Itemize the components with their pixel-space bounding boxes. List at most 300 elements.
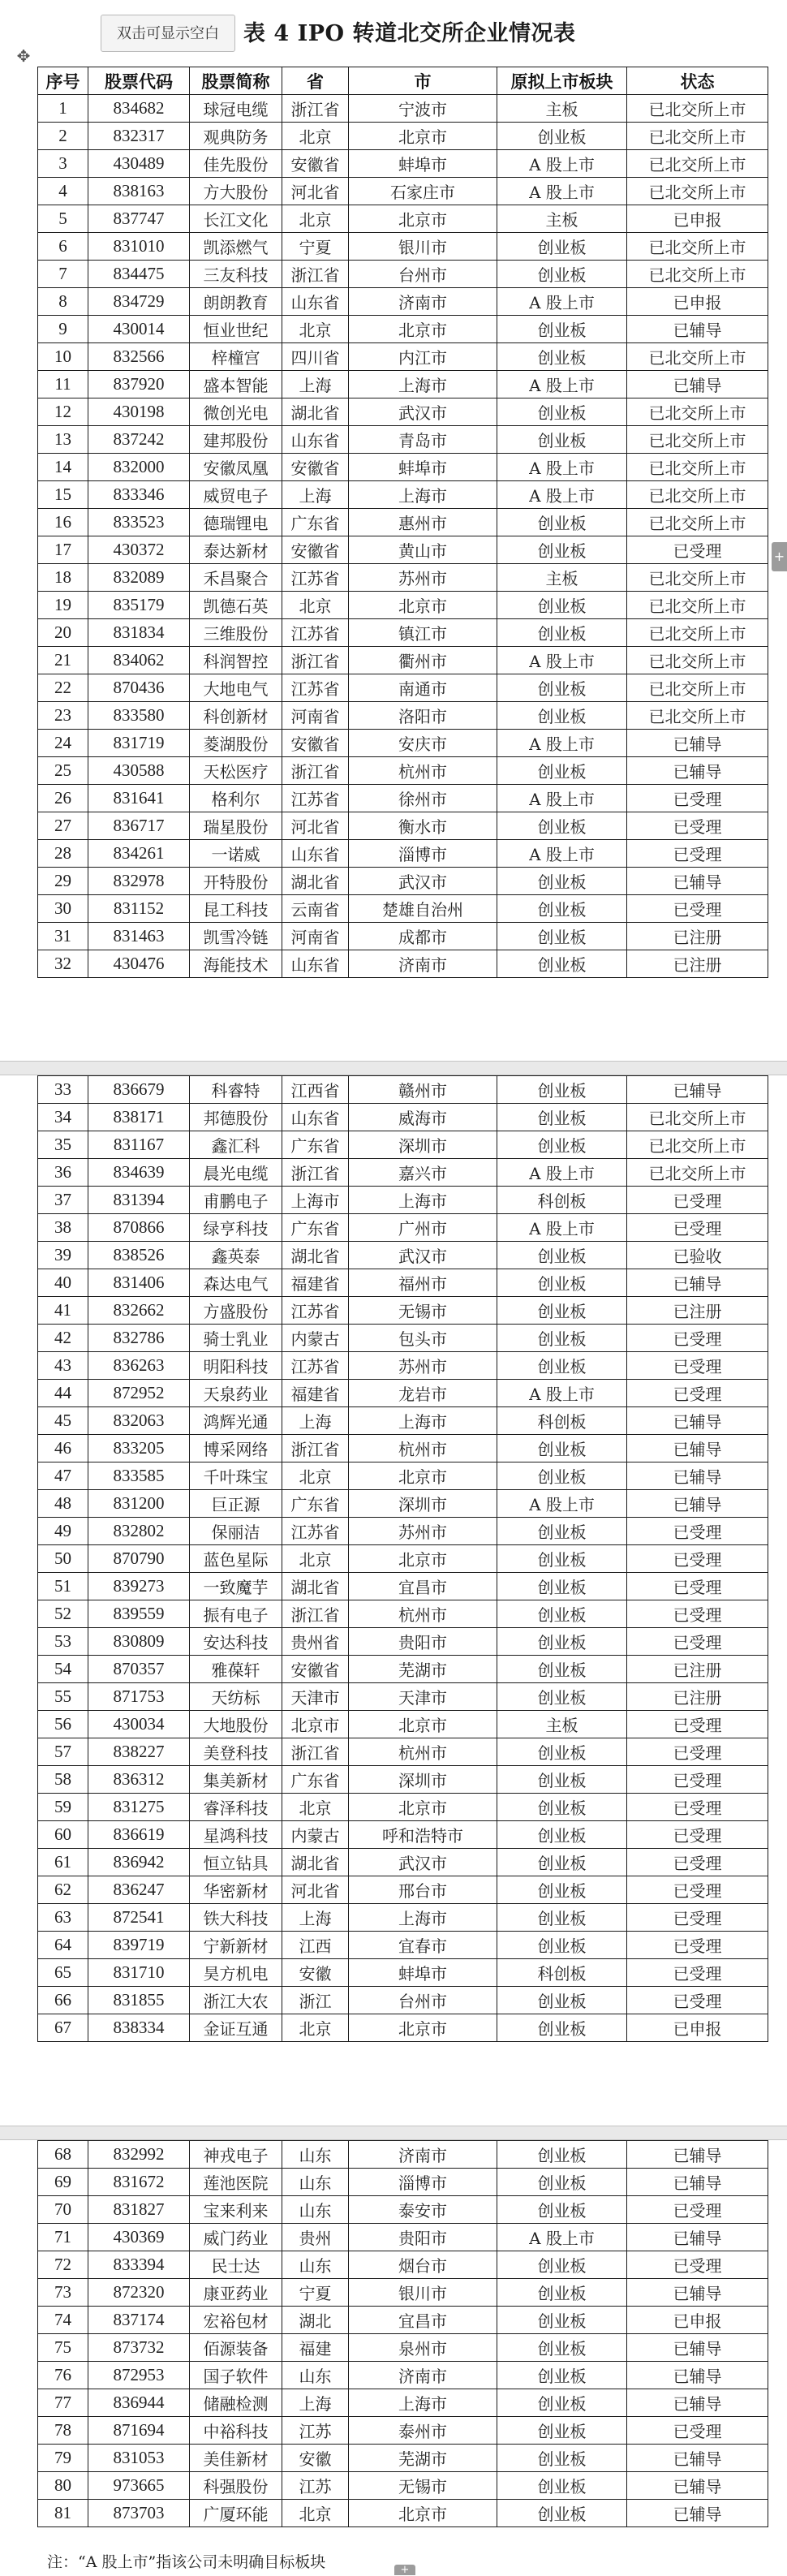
- cell-index: 4: [38, 178, 88, 205]
- cell-target-board: 创业板: [497, 1269, 627, 1297]
- table-row: [38, 1545, 768, 1573]
- cell-stock-name: 邦德股份: [190, 1104, 282, 1131]
- cell-index: 5: [38, 205, 88, 233]
- cell-index: 73: [38, 2279, 88, 2307]
- cell-index: 11: [38, 371, 88, 398]
- cell-stock-code: 870357: [88, 1656, 190, 1683]
- cell-index: 8: [38, 288, 88, 316]
- cell-index: 60: [38, 1821, 88, 1849]
- table-row: [38, 2445, 768, 2472]
- cell-province: 浙江省: [282, 1435, 349, 1462]
- cell-status: 已受理: [627, 1518, 768, 1545]
- cell-stock-name: 中裕科技: [190, 2417, 282, 2445]
- cell-index: 66: [38, 1987, 88, 2014]
- cell-province: 上海: [282, 2389, 349, 2417]
- cell-target-board: 创业板: [497, 1600, 627, 1628]
- cell-status: 已申报: [627, 2014, 768, 2042]
- table-row: [38, 1573, 768, 1600]
- table-row: [38, 840, 768, 868]
- cell-status: 已受理: [627, 1573, 768, 1600]
- cell-target-board: 创业板: [497, 757, 627, 785]
- cell-target-board: 创业板: [497, 1904, 627, 1932]
- cell-status: 已北交所上市: [627, 592, 768, 619]
- cell-stock-name: 一致魔芋: [190, 1573, 282, 1600]
- cell-target-board: 创业板: [497, 674, 627, 702]
- cell-province: 浙江省: [282, 1159, 349, 1187]
- cell-target-board: 创业板: [497, 343, 627, 371]
- cell-province: 上海: [282, 1407, 349, 1435]
- table-row: [38, 674, 768, 702]
- cell-province: 山东省: [282, 950, 349, 978]
- cell-stock-code: 430034: [88, 1711, 190, 1738]
- cell-status: 已北交所上市: [627, 95, 768, 123]
- cell-stock-name: 建邦股份: [190, 426, 282, 454]
- cell-province: 江苏省: [282, 619, 349, 647]
- cell-stock-name: 绿亨科技: [190, 1214, 282, 1242]
- cell-status: 已北交所上市: [627, 150, 768, 178]
- table-row: [38, 1269, 768, 1297]
- cell-index: 39: [38, 1242, 88, 1269]
- cell-province: 江苏省: [282, 564, 349, 592]
- table-row: [38, 1904, 768, 1932]
- cell-stock-name: 方盛股份: [190, 1297, 282, 1325]
- cell-status: 已北交所上市: [627, 178, 768, 205]
- cell-target-board: 创业板: [497, 1435, 627, 1462]
- cell-province: 河北省: [282, 178, 349, 205]
- cell-city: 台州市: [349, 261, 497, 288]
- show-blank-button[interactable]: 双击可显示空白: [101, 15, 235, 52]
- cell-city: 芜湖市: [349, 2445, 497, 2472]
- cell-target-board: A 股上市: [497, 785, 627, 812]
- table-row: [38, 1187, 768, 1214]
- move-handle-icon[interactable]: ✥: [16, 46, 31, 66]
- cell-index: 1: [38, 95, 88, 123]
- cell-city: 北京市: [349, 1711, 497, 1738]
- cell-stock-name: 科睿特: [190, 1076, 282, 1104]
- cell-status: 已辅导: [627, 371, 768, 398]
- cell-stock-code: 839273: [88, 1573, 190, 1600]
- cell-target-board: A 股上市: [497, 481, 627, 509]
- cell-stock-code: 832089: [88, 564, 190, 592]
- cell-stock-code: 831200: [88, 1490, 190, 1518]
- cell-province: 上海: [282, 371, 349, 398]
- cell-target-board: 创业板: [497, 2445, 627, 2472]
- cell-status: 已注册: [627, 950, 768, 978]
- table-row: [38, 895, 768, 923]
- cell-index: 67: [38, 2014, 88, 2042]
- cell-index: 31: [38, 923, 88, 950]
- cell-stock-code: 430476: [88, 950, 190, 978]
- cell-stock-name: 梓橦宫: [190, 343, 282, 371]
- cell-stock-name: 千叶珠宝: [190, 1462, 282, 1490]
- cell-index: 70: [38, 2196, 88, 2224]
- cell-target-board: 创业板: [497, 1766, 627, 1794]
- cell-province: 福建省: [282, 1380, 349, 1407]
- cell-stock-code: 430489: [88, 150, 190, 178]
- cell-stock-code: 832662: [88, 1297, 190, 1325]
- cell-province: 北京: [282, 316, 349, 343]
- cell-index: 22: [38, 674, 88, 702]
- cell-city: 洛阳市: [349, 702, 497, 730]
- cell-province: 山东省: [282, 288, 349, 316]
- cell-stock-code: 831641: [88, 785, 190, 812]
- table-row: [38, 261, 768, 288]
- table-row: [38, 592, 768, 619]
- table-row: [38, 868, 768, 895]
- cell-city: 北京市: [349, 1794, 497, 1821]
- cell-stock-code: 871753: [88, 1683, 190, 1711]
- cell-city: 楚雄自治州: [349, 895, 497, 923]
- cell-target-board: A 股上市: [497, 1159, 627, 1187]
- cell-status: 已受理: [627, 1380, 768, 1407]
- table-row: [38, 1462, 768, 1490]
- cell-stock-name: 鑫英泰: [190, 1242, 282, 1269]
- cell-stock-name: 鑫汇科: [190, 1131, 282, 1159]
- cell-province: 内蒙古: [282, 1325, 349, 1352]
- cell-stock-code: 836944: [88, 2389, 190, 2417]
- table-row: [38, 1352, 768, 1380]
- table-row: [38, 2472, 768, 2500]
- cell-province: 内蒙古: [282, 1821, 349, 1849]
- table-row: [38, 288, 768, 316]
- cell-province: 河南省: [282, 702, 349, 730]
- cell-city: 惠州市: [349, 509, 497, 536]
- table-row: [38, 371, 768, 398]
- cell-target-board: 科创板: [497, 1187, 627, 1214]
- table-row: [38, 2279, 768, 2307]
- cell-province: 广东省: [282, 1214, 349, 1242]
- cell-stock-name: 甫鹏电子: [190, 1187, 282, 1214]
- cell-stock-code: 834682: [88, 95, 190, 123]
- table-row: [38, 2169, 768, 2196]
- cell-city: 济南市: [349, 950, 497, 978]
- document-toolbar: [0, 0, 787, 67]
- cell-index: 24: [38, 730, 88, 757]
- cell-stock-name: 三维股份: [190, 619, 282, 647]
- cell-city: 武汉市: [349, 398, 497, 426]
- cell-target-board: A 股上市: [497, 288, 627, 316]
- cell-index: 18: [38, 564, 88, 592]
- cell-province: 安徽省: [282, 150, 349, 178]
- cell-stock-name: 长江文化: [190, 205, 282, 233]
- table-row: [38, 1076, 768, 1104]
- footnote-area: [0, 2550, 787, 2575]
- table-row: [38, 123, 768, 150]
- cell-city: 无锡市: [349, 2472, 497, 2500]
- cell-stock-name: 佰源装备: [190, 2334, 282, 2362]
- cell-index: 17: [38, 536, 88, 564]
- cell-target-board: A 股上市: [497, 371, 627, 398]
- cell-province: 北京市: [282, 1711, 349, 1738]
- cell-stock-name: 朗朗教育: [190, 288, 282, 316]
- cell-status: 已北交所上市: [627, 619, 768, 647]
- cell-target-board: 创业板: [497, 2389, 627, 2417]
- table-row: [38, 812, 768, 840]
- table-row: [38, 95, 768, 123]
- table-row: [38, 1711, 768, 1738]
- table-row: [38, 509, 768, 536]
- cell-city: 苏州市: [349, 564, 497, 592]
- cell-index: 61: [38, 1849, 88, 1876]
- cell-target-board: 创业板: [497, 1573, 627, 1600]
- cell-index: 40: [38, 1269, 88, 1297]
- cell-city: 武汉市: [349, 1849, 497, 1876]
- cell-province: 北京: [282, 123, 349, 150]
- cell-index: 69: [38, 2169, 88, 2196]
- cell-index: 55: [38, 1683, 88, 1711]
- cell-status: 已受理: [627, 1325, 768, 1352]
- cell-stock-name: 浙江大农: [190, 1987, 282, 2014]
- cell-status: 已北交所上市: [627, 1131, 768, 1159]
- cell-province: 上海: [282, 1904, 349, 1932]
- cell-status: 已辅导: [627, 2500, 768, 2527]
- table-row: [38, 1380, 768, 1407]
- cell-stock-name: 科创新材: [190, 702, 282, 730]
- cell-index: 37: [38, 1187, 88, 1214]
- cell-city: 杭州市: [349, 1738, 497, 1766]
- cell-stock-name: 蓝色星际: [190, 1545, 282, 1573]
- cell-index: 58: [38, 1766, 88, 1794]
- cell-stock-code: 831719: [88, 730, 190, 757]
- cell-stock-name: 保丽洁: [190, 1518, 282, 1545]
- table-row: [38, 1325, 768, 1352]
- table-row: [38, 1766, 768, 1794]
- cell-status: 已北交所上市: [627, 564, 768, 592]
- cell-stock-name: 集美新材: [190, 1766, 282, 1794]
- cell-province: 安徽: [282, 2445, 349, 2472]
- cell-province: 河南省: [282, 923, 349, 950]
- cell-stock-code: 832802: [88, 1518, 190, 1545]
- cell-index: 44: [38, 1380, 88, 1407]
- cell-stock-code: 872320: [88, 2279, 190, 2307]
- cell-province: 河北省: [282, 1876, 349, 1904]
- cell-index: 6: [38, 233, 88, 261]
- cell-target-board: A 股上市: [497, 2224, 627, 2251]
- cell-index: 34: [38, 1104, 88, 1131]
- cell-city: 银川市: [349, 2279, 497, 2307]
- cell-status: 已申报: [627, 2307, 768, 2334]
- cell-city: 北京市: [349, 592, 497, 619]
- cell-province: 云南省: [282, 895, 349, 923]
- cell-stock-name: 宝来利来: [190, 2196, 282, 2224]
- cell-province: 江苏: [282, 2472, 349, 2500]
- cell-province: 江苏省: [282, 1352, 349, 1380]
- cell-status: 已申报: [627, 205, 768, 233]
- table-row: [38, 1794, 768, 1821]
- cell-stock-code: 832978: [88, 868, 190, 895]
- cell-status: 已辅导: [627, 1407, 768, 1435]
- cell-status: 已申报: [627, 288, 768, 316]
- table-row: [38, 1656, 768, 1683]
- cell-stock-name: 凯添燃气: [190, 233, 282, 261]
- cell-province: 湖北省: [282, 1849, 349, 1876]
- cell-city: 北京市: [349, 2014, 497, 2042]
- cell-province: 浙江: [282, 1987, 349, 2014]
- cell-province: 浙江省: [282, 1600, 349, 1628]
- cell-city: 上海市: [349, 371, 497, 398]
- cell-status: 已受理: [627, 1352, 768, 1380]
- cell-target-board: 创业板: [497, 812, 627, 840]
- cell-city: 安庆市: [349, 730, 497, 757]
- table-row: [38, 1876, 768, 1904]
- table-row: [38, 2251, 768, 2279]
- table-row: [38, 454, 768, 481]
- cell-province: 贵州省: [282, 1628, 349, 1656]
- cell-status: 已北交所上市: [627, 1104, 768, 1131]
- cell-stock-name: 球冠电缆: [190, 95, 282, 123]
- cell-stock-code: 838171: [88, 1104, 190, 1131]
- ipo-table-page-2: [37, 1075, 768, 2042]
- cell-stock-code: 837920: [88, 371, 190, 398]
- table-row: [38, 1104, 768, 1131]
- cell-stock-code: 831394: [88, 1187, 190, 1214]
- expand-plus-icon[interactable]: +: [772, 542, 787, 571]
- cell-stock-code: 832317: [88, 123, 190, 150]
- cell-city: 宁波市: [349, 95, 497, 123]
- cell-stock-code: 831855: [88, 1987, 190, 2014]
- cell-stock-code: 833205: [88, 1435, 190, 1462]
- cell-target-board: 创业板: [497, 1325, 627, 1352]
- cell-stock-name: 盛本智能: [190, 371, 282, 398]
- cell-city: 泰州市: [349, 2417, 497, 2445]
- cell-stock-name: 巨正源: [190, 1490, 282, 1518]
- cell-stock-name: 宏裕包材: [190, 2307, 282, 2334]
- cell-province: 浙江省: [282, 757, 349, 785]
- cell-stock-name: 星鸿科技: [190, 1821, 282, 1849]
- cell-province: 浙江省: [282, 261, 349, 288]
- table-row: [38, 1987, 768, 2014]
- table-row: [38, 2389, 768, 2417]
- cell-target-board: 创业板: [497, 398, 627, 426]
- cell-target-board: 创业板: [497, 1104, 627, 1131]
- cell-city: 北京市: [349, 316, 497, 343]
- cell-stock-name: 晨光电缆: [190, 1159, 282, 1187]
- cell-city: 徐州市: [349, 785, 497, 812]
- cell-stock-name: 广厦环能: [190, 2500, 282, 2527]
- cell-stock-name: 三友科技: [190, 261, 282, 288]
- cell-stock-code: 836942: [88, 1849, 190, 1876]
- cell-index: 14: [38, 454, 88, 481]
- cell-status: 已受理: [627, 1545, 768, 1573]
- cell-status: 已北交所上市: [627, 509, 768, 536]
- cell-city: 上海市: [349, 1407, 497, 1435]
- cell-city: 青岛市: [349, 426, 497, 454]
- cell-status: 已辅导: [627, 1462, 768, 1490]
- cell-index: 27: [38, 812, 88, 840]
- cell-stock-code: 836312: [88, 1766, 190, 1794]
- cell-target-board: 创业板: [497, 1242, 627, 1269]
- cell-status: 已受理: [627, 2417, 768, 2445]
- cell-status: 已受理: [627, 1214, 768, 1242]
- cell-index: 75: [38, 2334, 88, 2362]
- cell-stock-name: 天泉药业: [190, 1380, 282, 1407]
- cell-stock-name: 振有电子: [190, 1600, 282, 1628]
- cell-status: 已辅导: [627, 2362, 768, 2389]
- cell-city: 武汉市: [349, 1242, 497, 1269]
- cell-index: 43: [38, 1352, 88, 1380]
- cell-province: 江苏省: [282, 1518, 349, 1545]
- table-row: [38, 2500, 768, 2527]
- cell-province: 湖北省: [282, 868, 349, 895]
- cell-status: 已辅导: [627, 1435, 768, 1462]
- cell-stock-code: 831275: [88, 1794, 190, 1821]
- cell-city: 上海市: [349, 1187, 497, 1214]
- cell-stock-name: 禾昌聚合: [190, 564, 282, 592]
- cell-city: 龙岩市: [349, 1380, 497, 1407]
- cell-index: 30: [38, 895, 88, 923]
- cell-target-board: 创业板: [497, 1987, 627, 2014]
- cell-target-board: A 股上市: [497, 647, 627, 674]
- cell-status: 已北交所上市: [627, 647, 768, 674]
- cell-stock-code: 831053: [88, 2445, 190, 2472]
- cell-target-board: A 股上市: [497, 454, 627, 481]
- cell-province: 广东省: [282, 1490, 349, 1518]
- cell-stock-name: 天松医疗: [190, 757, 282, 785]
- cell-target-board: 创业板: [497, 1545, 627, 1573]
- cell-stock-code: 973665: [88, 2472, 190, 2500]
- cell-stock-name: 昆工科技: [190, 895, 282, 923]
- cell-stock-code: 834639: [88, 1159, 190, 1187]
- cell-province: 福建省: [282, 1269, 349, 1297]
- cell-province: 福建: [282, 2334, 349, 2362]
- header-target-board: 原拟上市板块: [497, 67, 627, 95]
- cell-stock-code: 430369: [88, 2224, 190, 2251]
- table-row: [38, 2334, 768, 2362]
- cell-status: 已受理: [627, 1904, 768, 1932]
- cell-stock-name: 威贸电子: [190, 481, 282, 509]
- cell-city: 呼和浩特市: [349, 1821, 497, 1849]
- table-header-row: [38, 67, 768, 95]
- cell-stock-name: 一诺威: [190, 840, 282, 868]
- cell-city: 淄博市: [349, 2169, 497, 2196]
- cell-stock-name: 明阳科技: [190, 1352, 282, 1380]
- cell-target-board: 创业板: [497, 233, 627, 261]
- cell-index: 16: [38, 509, 88, 536]
- cell-index: 71: [38, 2224, 88, 2251]
- cell-status: 已辅导: [627, 2224, 768, 2251]
- cell-city: 北京市: [349, 123, 497, 150]
- cell-province: 湖北省: [282, 398, 349, 426]
- cell-province: 江西: [282, 1932, 349, 1959]
- cell-stock-code: 837242: [88, 426, 190, 454]
- cell-stock-name: 神戎电子: [190, 2141, 282, 2169]
- cell-province: 江苏省: [282, 674, 349, 702]
- cell-stock-code: 833580: [88, 702, 190, 730]
- cell-target-board: 创业板: [497, 923, 627, 950]
- cell-province: 北京: [282, 2500, 349, 2527]
- cell-city: 蚌埠市: [349, 454, 497, 481]
- footnote: 注：“A 股上市”指该公司未明确目标板块: [47, 2553, 326, 2571]
- cell-province: 山东省: [282, 840, 349, 868]
- plus-icon[interactable]: +: [394, 2565, 415, 2575]
- page-break: [0, 1061, 787, 1075]
- cell-status: 已辅导: [627, 2169, 768, 2196]
- cell-target-board: A 股上市: [497, 178, 627, 205]
- cell-target-board: 创业板: [497, 1518, 627, 1545]
- cell-province: 广东省: [282, 1766, 349, 1794]
- cell-city: 宜昌市: [349, 2307, 497, 2334]
- cell-province: 上海: [282, 481, 349, 509]
- table-row: [38, 785, 768, 812]
- table-row: [38, 205, 768, 233]
- cell-status: 已受理: [627, 1794, 768, 1821]
- cell-province: 湖北: [282, 2307, 349, 2334]
- cell-city: 石家庄市: [349, 178, 497, 205]
- cell-index: 42: [38, 1325, 88, 1352]
- cell-city: 宜春市: [349, 1932, 497, 1959]
- cell-target-board: 创业板: [497, 316, 627, 343]
- cell-stock-name: 海能技术: [190, 950, 282, 978]
